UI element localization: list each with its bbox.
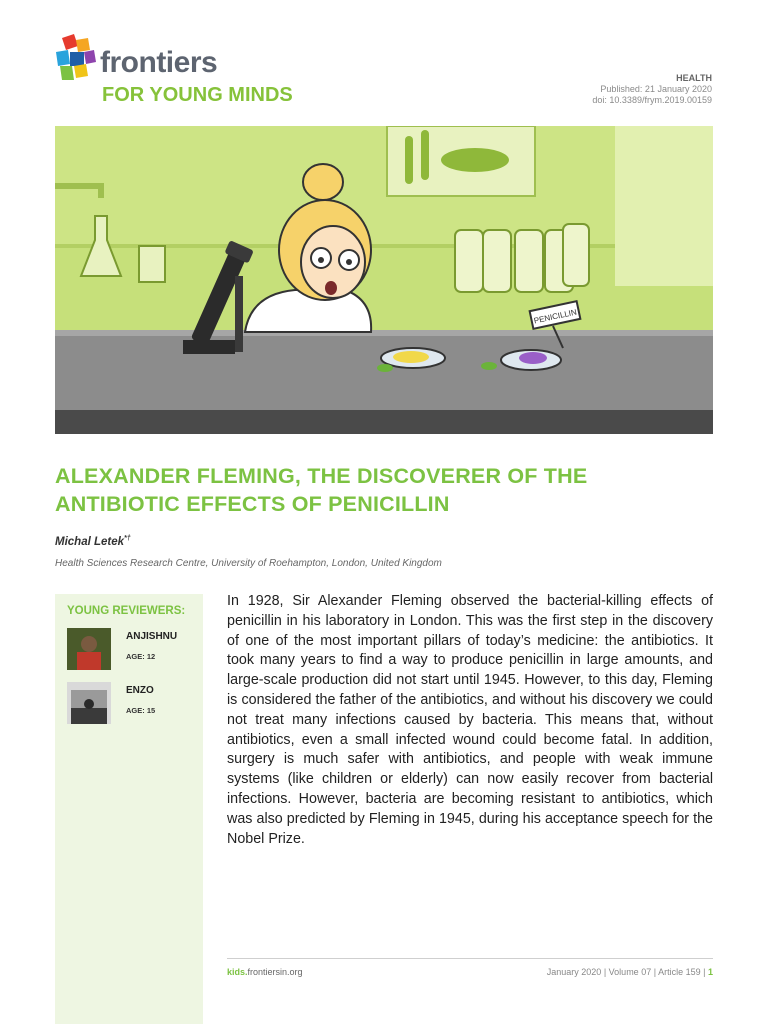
hero-illustration [55, 126, 713, 434]
section-label: HEALTH [676, 73, 712, 83]
reviewer-age: AGE: 12 [126, 652, 156, 661]
frontiers-logo-icon [54, 34, 98, 82]
abstract-paragraph: In 1928, Sir Alexander Fleming observed the bacterial-killing effects of penicillin in his laboratory in London. This was the first step in the discovery of one of the most important pillars of today’s medicine: the antibiotics. It took many years to find a way to produce penicillin in large amounts, and large-scale production did not start until 1945. However, to this day, Fleming is considered the father of the antibiotics, and without his discovery we could not treat many infections caused by bacteria. This means that, without antibiotics, even a small infected wound could become fatal. In addition, surgery is much safer with antibiotics, and people with weak immune systems (like children or elderly) can now easily recover from bacterial infections. However, bacteria are becoming resistant to antibiotics, which was also predicted by Fleming in 1945, during his acceptance speech for the Nobel Prize. [227, 593, 713, 847]
reviewers-heading: YOUNG REVIEWERS: [67, 605, 186, 617]
footer-volume: Volume 07 [608, 967, 652, 977]
site-prefix: kids. [227, 967, 248, 977]
logo-subtitle: FOR YOUNG MINDS [102, 84, 293, 106]
reviewer-card [67, 682, 197, 726]
article-title: ALEXANDER FLEMING, THE DISCOVERER OF THE ANTIBIOTIC EFFECTS OF PENICILLIN [55, 464, 588, 516]
footer-citation [547, 967, 713, 977]
reviewer-photo-anjishnu [67, 628, 111, 670]
footer-separator: | [653, 967, 657, 977]
reviewer-photo-enzo [67, 682, 111, 724]
footer-article-number: Article 159 [658, 967, 701, 977]
reviewer-age: AGE: 15 [126, 706, 156, 715]
footer-site-link[interactable] [227, 967, 303, 977]
reviewer-name: ANJISHNU [126, 631, 178, 642]
author-name [55, 535, 131, 548]
article-meta [592, 73, 712, 106]
published-date: Published: 21 January 2020 [600, 84, 712, 94]
author-name-text: Michal Letek [55, 535, 125, 548]
footer-divider [227, 958, 713, 959]
footer-separator: | [603, 967, 607, 977]
footer-separator: | [703, 967, 706, 977]
frontiers-logo[interactable] [54, 34, 314, 114]
young-reviewers-sidebar [55, 594, 203, 1024]
logo-wordmark: frontiers [100, 46, 218, 79]
page-number: 1 [707, 967, 713, 977]
reviewer-card [67, 628, 197, 672]
reviewer-name: ENZO [126, 685, 154, 696]
penicillin-sign: PENICILLIN [533, 307, 578, 326]
site-domain: frontiersin.org [247, 967, 303, 977]
doi-link[interactable]: doi: 10.3389/frym.2019.00159 [592, 95, 712, 105]
author-marks: *† [124, 535, 131, 542]
author-affiliation: Health Sciences Research Centre, University of Roehampton, London, United Kingdom [55, 558, 442, 569]
footer-date: January 2020 [546, 967, 602, 977]
